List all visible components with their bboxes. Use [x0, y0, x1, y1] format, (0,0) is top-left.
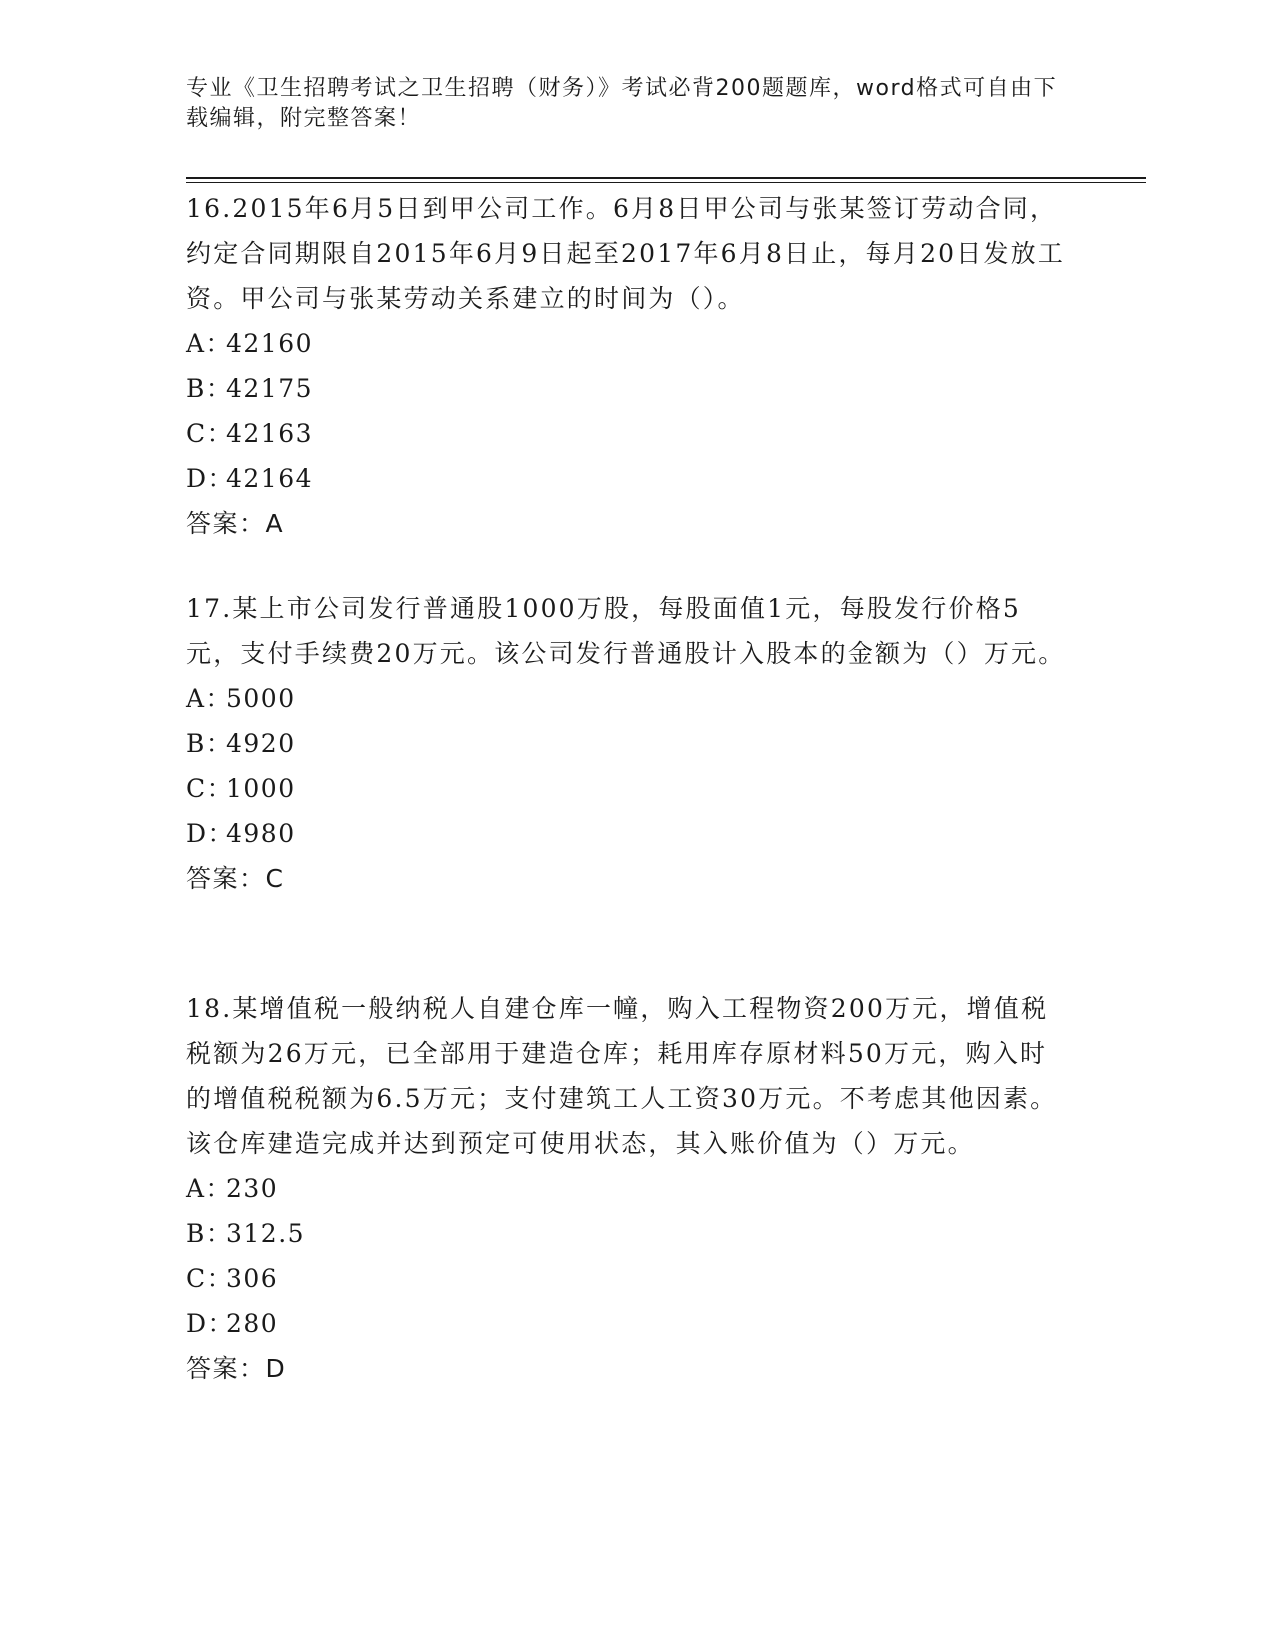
- question-18: [186, 986, 1066, 1391]
- question-16: [186, 186, 1066, 546]
- question-stem: 16.2015年6月5日到甲公司工作。6月8日甲公司与张某签订劳动合同，约定合同期限自2015年6月9日起至2017年6月8日止，每月20日发放工资。甲公司与张某劳动关系建立的时间为（）。: [186, 194, 1066, 313]
- option-c: C：306: [186, 1264, 279, 1293]
- option-a: A：42160: [186, 329, 314, 358]
- document-title: 专业《卫生招聘考试之卫生招聘（财务）》考试必背200题题库，word格式可自由下载编辑，附完整答案！: [186, 76, 1058, 131]
- question-17: [186, 586, 1066, 901]
- answer: 答案：A: [186, 509, 285, 538]
- option-a: A：230: [186, 1174, 279, 1203]
- option-d: D：4980: [186, 819, 296, 848]
- answer: 答案：C: [186, 864, 285, 893]
- question-stem: 17.某上市公司发行普通股1000万股，每股面值1元，每股发行价格5元，支付手续费20万元。该公司发行普通股计入股本的金额为（）万元。: [186, 594, 1066, 668]
- option-b: B：312.5: [186, 1219, 306, 1248]
- header-divider-thin: [186, 182, 1146, 183]
- option-c: C：1000: [186, 774, 296, 803]
- option-b: B：4920: [186, 729, 296, 758]
- header-divider-thick: [186, 177, 1146, 179]
- option-a: A：5000: [186, 684, 296, 713]
- option-d: D：42164: [186, 464, 314, 493]
- option-d: D：280: [186, 1309, 279, 1338]
- question-stem: 18.某增值税一般纳税人自建仓库一幢，购入工程物资200万元，增值税税额为26万元，已全部用于建造仓库；耗用库存原材料50万元，购入时的增值税税额为6.5万元；支付建筑工人工资30万元。不考虑其他因素。该仓库建造完成并达到预定可使用状态，其入账价值为（）万元。: [186, 994, 1058, 1158]
- option-b: B：42175: [186, 374, 314, 403]
- option-c: C：42163: [186, 419, 314, 448]
- answer: 答案：D: [186, 1354, 287, 1383]
